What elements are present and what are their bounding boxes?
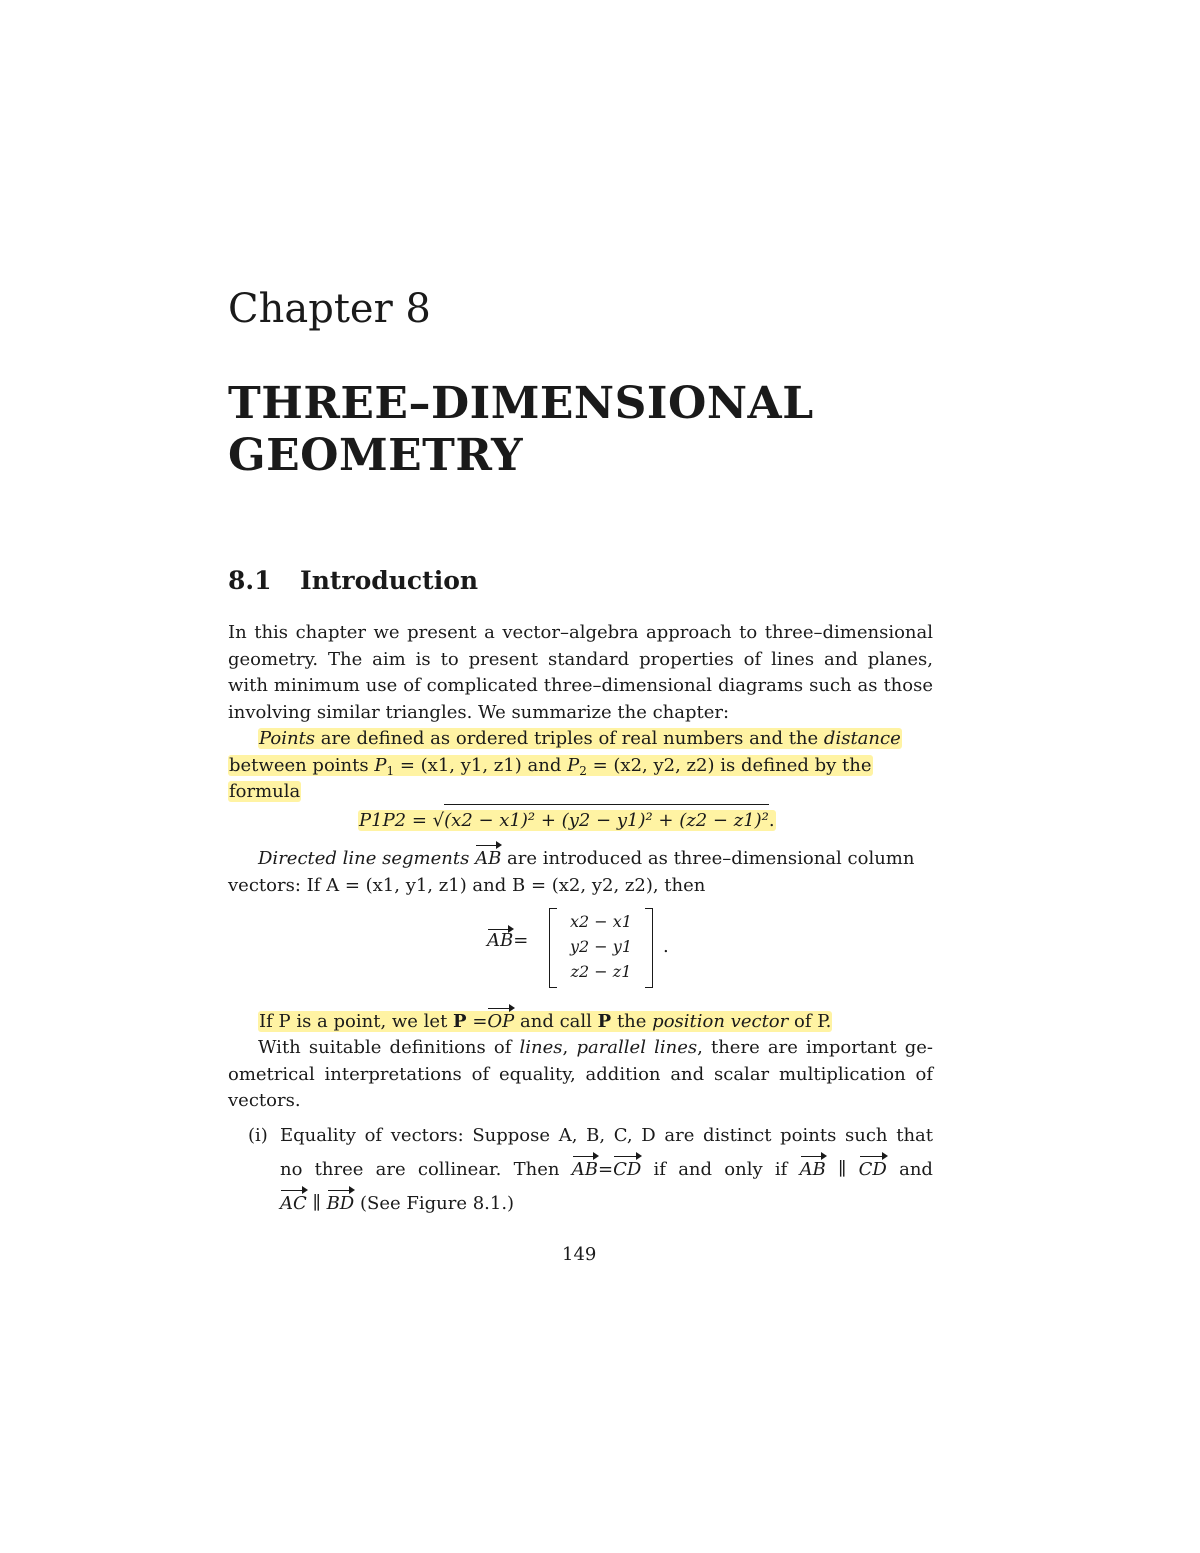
intro-line-1: In this chapter we present a vector–algebra approach to three–dimensional — [228, 622, 933, 643]
chapter-title-line-2: GEOMETRY — [228, 430, 524, 481]
section-title: Introduction — [300, 566, 479, 595]
matrix-vector-ab: AB — [487, 930, 514, 951]
points-line-2 — [228, 753, 933, 780]
item-i-line-3: AC ∥ BD (See Figure 8.1.) — [280, 1191, 933, 1218]
p1-symbol: $P_1$ — [374, 754, 395, 778]
matrix-equals: = — [513, 930, 529, 951]
intro-line-3: with minimum use of complicated three–dimensional diagrams such as those — [228, 675, 933, 696]
position-equals: = — [472, 1011, 488, 1032]
matrix-lhs — [487, 930, 528, 951]
matrix-left-bracket — [549, 908, 557, 988]
matrix-row-1: x2 − x1 — [570, 912, 632, 931]
chapter-label: Chapter 8 — [228, 286, 431, 332]
directed-term: Directed line segments — [258, 848, 470, 869]
intro-line-2: geometry. The aim is to present standard properties of lines and planes, — [228, 648, 933, 670]
suitable-line-2: ometrical interpretations of equality, addition and scalar multiplication of — [228, 1063, 933, 1085]
vector-ab: AB — [475, 846, 501, 873]
directed-line-1 — [228, 846, 933, 873]
suitable-line-3: vectors. — [228, 1090, 301, 1111]
points-text-b: between points — [229, 754, 369, 776]
distance-term: distance — [823, 728, 901, 749]
vector-ac: AC — [280, 1191, 307, 1218]
formula-lhs: P1P2 = — [359, 810, 427, 831]
item-i-line-2: no three are collinear. Then AB=CD if and only if AB ∥ CD and — [280, 1157, 933, 1184]
position-bold-p: P — [453, 1011, 467, 1032]
matrix-right-bracket — [645, 908, 653, 988]
intro-paragraph — [228, 620, 933, 726]
formula-period: . — [768, 810, 775, 831]
points-and: and — [527, 754, 562, 776]
vector-ab-3: AB — [800, 1157, 826, 1184]
points-line-3 — [228, 779, 933, 806]
points-text-d: formula — [229, 781, 301, 802]
points-text-a: are defined as ordered triples of real numbers and the — [320, 728, 819, 749]
position-text-a: If P is a point, we let — [259, 1011, 448, 1032]
p1-definition: = (x1, y1, z1) — [399, 754, 522, 776]
vector-bd: BD — [327, 1191, 355, 1218]
vector-ab-2: AB — [572, 1157, 598, 1184]
chapter-title-line-1: THREE–DIMENSIONAL — [228, 378, 814, 429]
points-line-1 — [228, 726, 933, 753]
position-text-c: the — [616, 1011, 647, 1032]
points-paragraph — [228, 726, 933, 806]
suitable-paragraph — [228, 1035, 933, 1115]
parallel-symbol-2: ∥ — [312, 1193, 321, 1214]
vector-op: OP — [487, 1009, 514, 1036]
directed-text-a: are introduced as three–dimensional column — [507, 848, 915, 869]
item-i-label: (i) — [248, 1125, 268, 1146]
page-number: 149 — [562, 1244, 597, 1265]
item-i — [228, 1123, 933, 1150]
vector-cd-2: CD — [859, 1157, 887, 1184]
p2-symbol: $P_2$ — [567, 754, 587, 778]
matrix-dot: . — [663, 936, 669, 957]
matrix-row-3: z2 − z1 — [570, 962, 632, 981]
position-text-b: and call — [520, 1011, 592, 1032]
points-text-c: is defined by the — [720, 754, 872, 776]
lines-term: lines — [519, 1037, 563, 1058]
vector-cd: CD — [613, 1157, 641, 1184]
distance-formula — [358, 804, 776, 836]
position-text-d: of P. — [793, 1011, 832, 1032]
p2-definition: = (x2, y2, z2) — [592, 754, 715, 776]
position-paragraph — [228, 1009, 933, 1036]
directed-line-2: vectors: If A = (x1, y1, z1) and B = (x2, y2, z2), then — [228, 874, 706, 896]
suitable-line-1: With suitable definitions of lines, parallel lines, there are important ge- — [258, 1037, 933, 1058]
section-heading — [228, 565, 478, 597]
chapter-title — [228, 378, 814, 482]
position-line — [228, 1009, 933, 1036]
position-bold-p-2: P — [597, 1011, 612, 1032]
section-number: 8.1 — [228, 566, 272, 595]
directed-paragraph — [228, 846, 933, 899]
position-vector-term: position vector — [652, 1011, 789, 1032]
matrix-row-2: y2 − y1 — [569, 937, 632, 956]
formula-radicand: (x2 − x1)² + (y2 − y1)² + (z2 − z1)² — [444, 804, 769, 836]
parallel-lines-term: parallel lines — [576, 1037, 698, 1058]
item-i-text-1: Equality of vectors: Suppose A, B, C, D are distinct points such that — [280, 1125, 933, 1146]
sqrt-symbol: √ — [432, 810, 445, 831]
parallel-symbol: ∥ — [838, 1159, 847, 1180]
points-term: Points — [259, 728, 316, 749]
item-i-line-1 — [228, 1123, 933, 1150]
intro-line-4: involving similar triangles. We summarize the chapter: — [228, 701, 730, 723]
